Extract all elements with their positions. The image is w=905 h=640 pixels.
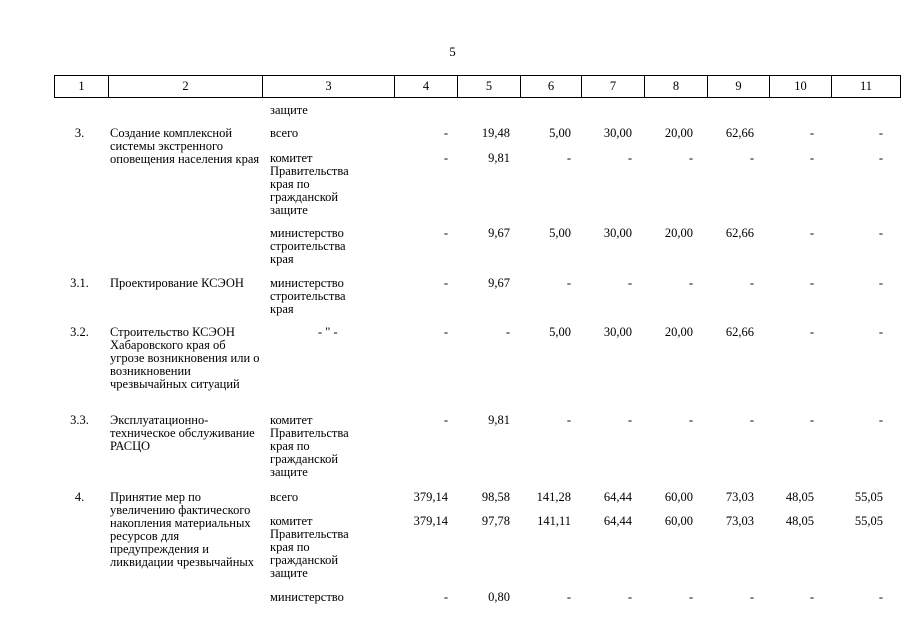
value-col-7: - bbox=[627, 413, 632, 427]
value-col-11: - bbox=[878, 226, 883, 240]
header-col-11: 11 bbox=[832, 76, 901, 98]
value-col-10: 48,05 bbox=[785, 514, 814, 528]
value-col-9: 62,66 bbox=[725, 226, 754, 240]
value-col-5: 9,67 bbox=[488, 276, 510, 290]
value-col-6: - bbox=[566, 151, 571, 165]
value-col-9: - bbox=[749, 590, 754, 604]
value-col-11: - bbox=[878, 325, 883, 339]
value-col-10: - bbox=[809, 413, 814, 427]
value-col-7: 64,44 bbox=[603, 514, 632, 528]
value-col-6: 141,28 bbox=[536, 490, 571, 504]
executor: министерство bbox=[270, 590, 344, 604]
value-col-5: 98,58 bbox=[481, 490, 510, 504]
value-col-9: 73,03 bbox=[725, 490, 754, 504]
executor: комитет Правительства края по гражданской защите bbox=[270, 151, 349, 217]
value-col-4: - bbox=[443, 590, 448, 604]
value-col-4: - bbox=[443, 276, 448, 290]
value-col-9: - bbox=[749, 276, 754, 290]
value-col-8: 20,00 bbox=[664, 325, 693, 339]
executor: комитет Правительства края по гражданской защите bbox=[270, 514, 349, 580]
executor: всего bbox=[270, 126, 299, 140]
header-col-5: 5 bbox=[458, 76, 521, 98]
value-col-9: - bbox=[749, 151, 754, 165]
page-number: 5 bbox=[449, 44, 456, 59]
value-col-5: 9,67 bbox=[488, 226, 510, 240]
header-col-7: 7 bbox=[582, 76, 645, 98]
value-col-8: - bbox=[688, 413, 693, 427]
header-col-8: 8 bbox=[645, 76, 708, 98]
value-col-10: - bbox=[809, 590, 814, 604]
value-col-7: 30,00 bbox=[603, 226, 632, 240]
value-col-6: - bbox=[566, 413, 571, 427]
row-number: 3.2. bbox=[70, 325, 89, 339]
row-number: 3.3. bbox=[70, 413, 89, 427]
value-col-8: - bbox=[688, 590, 693, 604]
header-col-4: 4 bbox=[395, 76, 458, 98]
value-col-10: - bbox=[809, 226, 814, 240]
value-col-8: 20,00 bbox=[664, 226, 693, 240]
header-col-6: 6 bbox=[521, 76, 582, 98]
activity-name: Создание комплексной системы экстренного оповещения населения края bbox=[110, 126, 260, 166]
activity-name: Эксплуатационно-техническое обслуживание РАСЦО bbox=[110, 413, 255, 453]
activity-name: Строительство КСЭОН Хабаровского края об угрозе возникновения или о возникновении чрезвычайных ситуаций bbox=[110, 325, 260, 391]
value-col-6: 141,11 bbox=[537, 514, 571, 528]
value-col-11: - bbox=[878, 413, 883, 427]
value-col-4: 379,14 bbox=[413, 514, 448, 528]
value-col-10: - bbox=[809, 325, 814, 339]
executor: комитет Правительства края по гражданской защите bbox=[270, 413, 349, 479]
executor: защите bbox=[270, 103, 308, 117]
executor: министерство строительства края bbox=[270, 276, 346, 316]
value-col-4: - bbox=[443, 151, 448, 165]
value-col-9: 62,66 bbox=[725, 325, 754, 339]
value-col-5: 19,48 bbox=[481, 126, 510, 140]
header-col-3: 3 bbox=[263, 76, 395, 98]
value-col-11: - bbox=[878, 151, 883, 165]
value-col-8: - bbox=[688, 151, 693, 165]
executor: министерство строительства края bbox=[270, 226, 346, 266]
value-col-10: - bbox=[809, 126, 814, 140]
value-col-5: - bbox=[505, 325, 510, 339]
value-col-11: 55,05 bbox=[854, 490, 883, 504]
value-col-7: 64,44 bbox=[603, 490, 632, 504]
value-col-4: - bbox=[443, 325, 448, 339]
value-col-6: 5,00 bbox=[549, 325, 571, 339]
value-col-6: 5,00 bbox=[549, 226, 571, 240]
value-col-10: - bbox=[809, 276, 814, 290]
value-col-5: 9,81 bbox=[488, 151, 510, 165]
value-col-6: - bbox=[566, 276, 571, 290]
value-col-9: 62,66 bbox=[725, 126, 754, 140]
value-col-9: 73,03 bbox=[725, 514, 754, 528]
header-col-2: 2 bbox=[109, 76, 263, 98]
value-col-8: 60,00 bbox=[664, 490, 693, 504]
value-col-5: 97,78 bbox=[481, 514, 510, 528]
value-col-4: - bbox=[443, 126, 448, 140]
value-col-8: 60,00 bbox=[664, 514, 693, 528]
value-col-4: - bbox=[443, 226, 448, 240]
value-col-7: 30,00 bbox=[603, 325, 632, 339]
value-col-7: - bbox=[627, 151, 632, 165]
executor: - " - bbox=[318, 325, 338, 339]
activity-name: Принятие мер по увеличению фактического накопления материальных ресурсов для предупреждения и ликвидации чрезвычайных bbox=[110, 490, 255, 569]
value-col-8: 20,00 bbox=[664, 126, 693, 140]
value-col-7: - bbox=[627, 590, 632, 604]
value-col-10: 48,05 bbox=[785, 490, 814, 504]
value-col-11: - bbox=[878, 126, 883, 140]
executor: всего bbox=[270, 490, 299, 504]
value-col-4: - bbox=[443, 413, 448, 427]
activity-name: Проектирование КСЭОН bbox=[110, 276, 244, 290]
header-col-10: 10 bbox=[770, 76, 832, 98]
header-col-9: 9 bbox=[708, 76, 770, 98]
value-col-8: - bbox=[688, 276, 693, 290]
value-col-11: 55,05 bbox=[854, 514, 883, 528]
value-col-7: - bbox=[627, 276, 632, 290]
row-number: 4. bbox=[74, 490, 85, 504]
value-col-6: - bbox=[566, 590, 571, 604]
value-col-5: 9,81 bbox=[488, 413, 510, 427]
header-col-1: 1 bbox=[55, 76, 109, 98]
value-col-11: - bbox=[878, 276, 883, 290]
value-col-11: - bbox=[878, 590, 883, 604]
row-number: 3.1. bbox=[70, 276, 89, 290]
value-col-6: 5,00 bbox=[549, 126, 571, 140]
value-col-9: - bbox=[749, 413, 754, 427]
value-col-10: - bbox=[809, 151, 814, 165]
value-col-4: 379,14 bbox=[413, 490, 448, 504]
value-col-7: 30,00 bbox=[603, 126, 632, 140]
value-col-5: 0,80 bbox=[488, 590, 510, 604]
row-number: 3. bbox=[74, 126, 85, 140]
